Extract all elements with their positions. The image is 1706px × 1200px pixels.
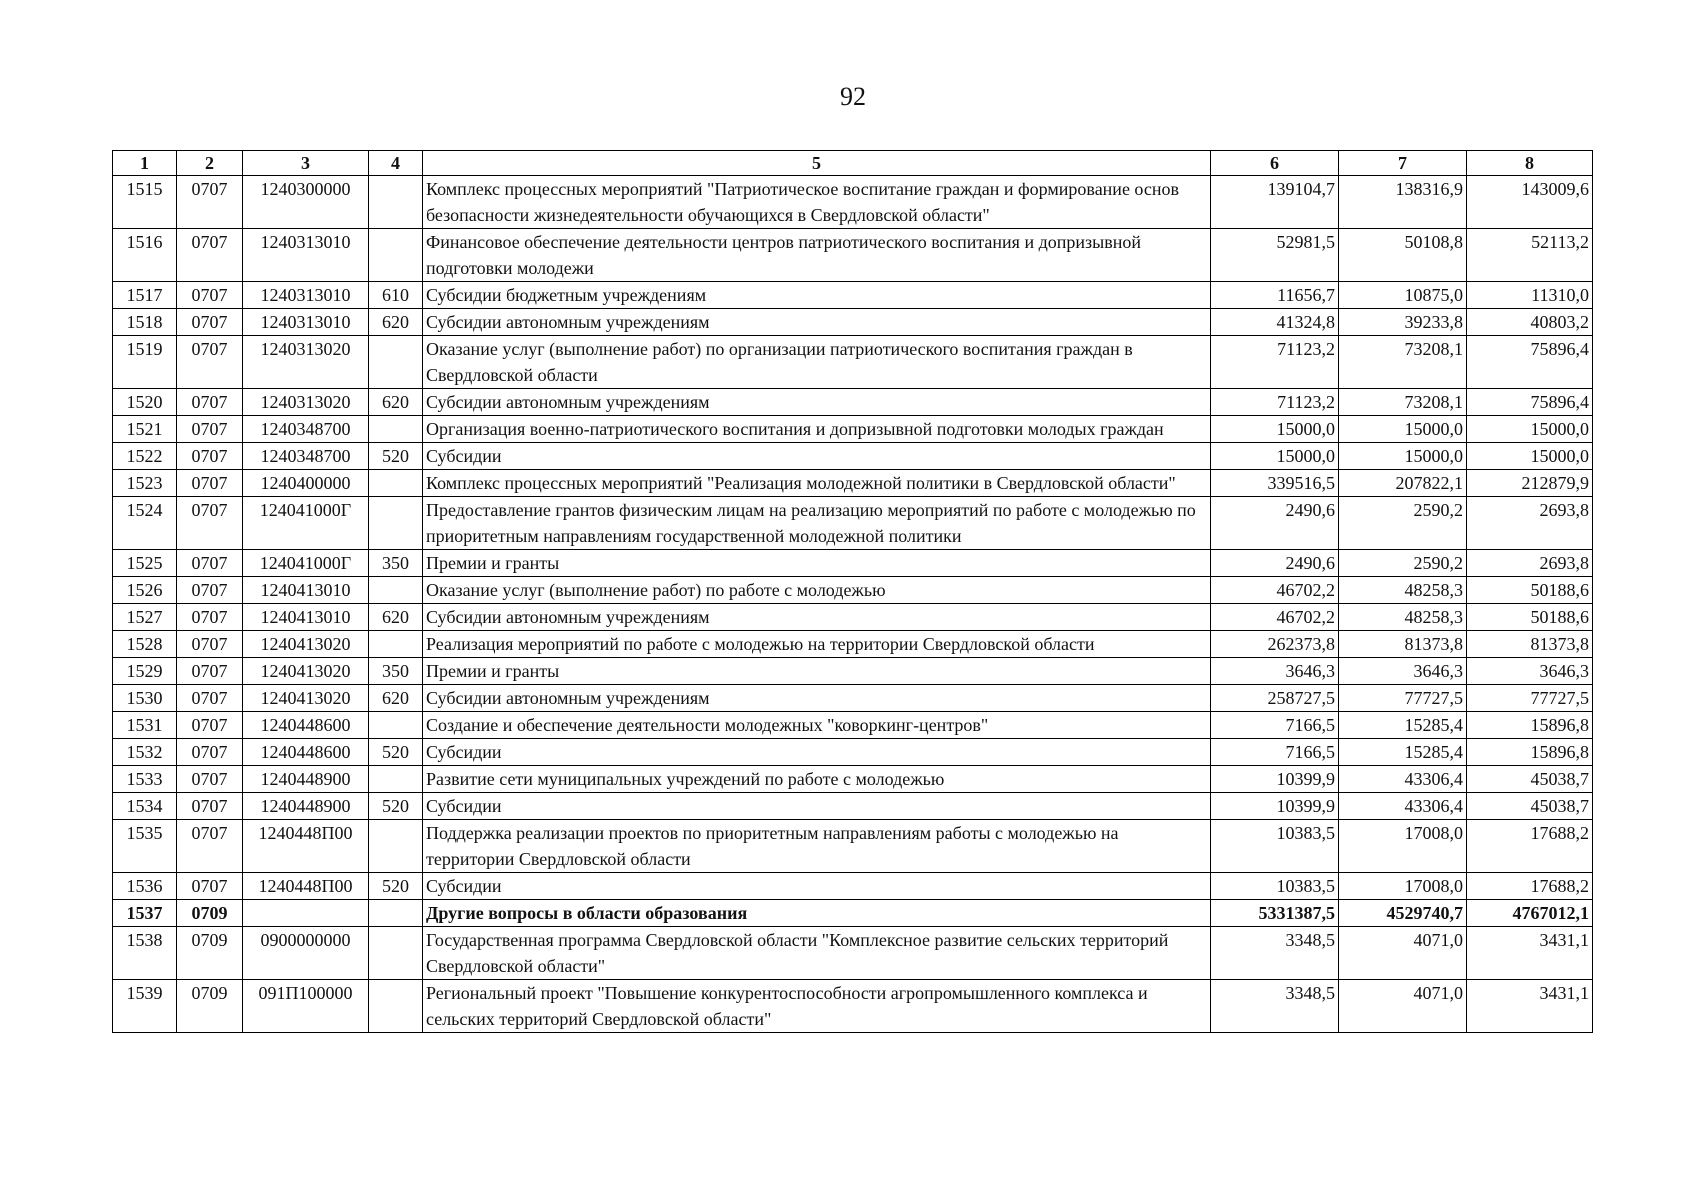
item-name-cell: Субсидии автономным учреждениям — [423, 389, 1211, 416]
expense-type-cell — [369, 470, 423, 497]
amount-col6-cell: 10399,9 — [1211, 793, 1339, 820]
amount-col7-cell: 43306,4 — [1339, 766, 1467, 793]
table-row — [113, 336, 1593, 389]
section-code-cell: 0707 — [177, 766, 243, 793]
amount-col7-cell: 17008,0 — [1339, 873, 1467, 900]
target-code-cell: 1240348700 — [243, 443, 369, 470]
amount-col8-cell: 3431,1 — [1467, 980, 1593, 1033]
target-code-cell: 1240413020 — [243, 631, 369, 658]
section-code-cell: 0707 — [177, 229, 243, 282]
item-name-cell: Премии и гранты — [423, 550, 1211, 577]
target-code-cell: 0900000000 — [243, 927, 369, 980]
row-number-cell: 1516 — [113, 229, 177, 282]
table-row — [113, 685, 1593, 712]
item-name-cell: Субсидии — [423, 739, 1211, 766]
amount-col6-cell: 41324,8 — [1211, 309, 1339, 336]
table-row — [113, 820, 1593, 873]
expense-type-cell — [369, 176, 423, 229]
table-row — [113, 550, 1593, 577]
table-row — [113, 873, 1593, 900]
amount-col8-cell: 143009,6 — [1467, 176, 1593, 229]
section-code-cell: 0707 — [177, 712, 243, 739]
section-code-cell: 0709 — [177, 900, 243, 927]
amount-col6-cell: 339516,5 — [1211, 470, 1339, 497]
amount-col6-cell: 52981,5 — [1211, 229, 1339, 282]
amount-col7-cell: 2590,2 — [1339, 550, 1467, 577]
header-cell: 5 — [423, 151, 1211, 176]
table-row — [113, 309, 1593, 336]
expense-type-cell — [369, 900, 423, 927]
target-code-cell: 1240300000 — [243, 176, 369, 229]
expense-type-cell — [369, 497, 423, 550]
amount-col6-cell: 262373,8 — [1211, 631, 1339, 658]
expense-type-cell: 610 — [369, 282, 423, 309]
table-row — [113, 658, 1593, 685]
amount-col6-cell: 71123,2 — [1211, 389, 1339, 416]
row-number-cell: 1515 — [113, 176, 177, 229]
amount-col7-cell: 15000,0 — [1339, 416, 1467, 443]
item-name-cell: Другие вопросы в области образования — [423, 900, 1211, 927]
section-code-cell: 0707 — [177, 873, 243, 900]
amount-col7-cell: 2590,2 — [1339, 497, 1467, 550]
amount-col7-cell: 48258,3 — [1339, 604, 1467, 631]
expense-type-cell — [369, 577, 423, 604]
table-row — [113, 389, 1593, 416]
amount-col7-cell: 43306,4 — [1339, 793, 1467, 820]
row-number-cell: 1519 — [113, 336, 177, 389]
table-row — [113, 470, 1593, 497]
item-name-cell: Субсидии бюджетным учреждениям — [423, 282, 1211, 309]
header-cell: 4 — [369, 151, 423, 176]
amount-col6-cell: 7166,5 — [1211, 739, 1339, 766]
amount-col8-cell: 75896,4 — [1467, 389, 1593, 416]
amount-col6-cell: 10383,5 — [1211, 873, 1339, 900]
expense-type-cell: 520 — [369, 739, 423, 766]
header-cell: 1 — [113, 151, 177, 176]
item-name-cell: Оказание услуг (выполнение работ) по работе с молодежью — [423, 577, 1211, 604]
section-code-cell: 0707 — [177, 820, 243, 873]
target-code-cell: 1240348700 — [243, 416, 369, 443]
target-code-cell: 1240400000 — [243, 470, 369, 497]
amount-col8-cell: 17688,2 — [1467, 820, 1593, 873]
row-number-cell: 1523 — [113, 470, 177, 497]
row-number-cell: 1531 — [113, 712, 177, 739]
item-name-cell: Субсидии автономным учреждениям — [423, 685, 1211, 712]
expense-type-cell — [369, 820, 423, 873]
amount-col8-cell: 15000,0 — [1467, 416, 1593, 443]
section-code-cell: 0707 — [177, 577, 243, 604]
row-number-cell: 1533 — [113, 766, 177, 793]
amount-col8-cell: 75896,4 — [1467, 336, 1593, 389]
row-number-cell: 1539 — [113, 980, 177, 1033]
section-code-cell: 0707 — [177, 550, 243, 577]
row-number-cell: 1537 — [113, 900, 177, 927]
row-number-cell: 1534 — [113, 793, 177, 820]
section-code-cell: 0709 — [177, 927, 243, 980]
section-code-cell: 0707 — [177, 470, 243, 497]
row-number-cell: 1521 — [113, 416, 177, 443]
row-number-cell: 1522 — [113, 443, 177, 470]
table-row — [113, 229, 1593, 282]
row-number-cell: 1525 — [113, 550, 177, 577]
amount-col6-cell: 139104,7 — [1211, 176, 1339, 229]
expense-type-cell: 520 — [369, 873, 423, 900]
row-number-cell: 1538 — [113, 927, 177, 980]
amount-col7-cell: 73208,1 — [1339, 389, 1467, 416]
table-body — [113, 176, 1593, 1033]
table-row — [113, 282, 1593, 309]
amount-col7-cell: 10875,0 — [1339, 282, 1467, 309]
amount-col8-cell: 50188,6 — [1467, 577, 1593, 604]
amount-col7-cell: 207822,1 — [1339, 470, 1467, 497]
expense-type-cell: 620 — [369, 309, 423, 336]
header-cell: 7 — [1339, 151, 1467, 176]
target-code-cell: 1240448900 — [243, 793, 369, 820]
section-code-cell: 0707 — [177, 658, 243, 685]
expense-type-cell: 520 — [369, 793, 423, 820]
target-code-cell — [243, 900, 369, 927]
target-code-cell: 124041000Г — [243, 550, 369, 577]
row-number-cell: 1518 — [113, 309, 177, 336]
target-code-cell: 1240448600 — [243, 712, 369, 739]
amount-col7-cell: 39233,8 — [1339, 309, 1467, 336]
amount-col8-cell: 52113,2 — [1467, 229, 1593, 282]
table-row — [113, 927, 1593, 980]
table-row — [113, 416, 1593, 443]
expense-type-cell — [369, 980, 423, 1033]
amount-col6-cell: 3348,5 — [1211, 927, 1339, 980]
item-name-cell: Субсидии автономным учреждениям — [423, 604, 1211, 631]
amount-col8-cell: 2693,8 — [1467, 550, 1593, 577]
row-number-cell: 1529 — [113, 658, 177, 685]
row-number-cell: 1532 — [113, 739, 177, 766]
item-name-cell: Поддержка реализации проектов по приоритетным направлениям работы с молодежью на территории Свердловской области — [423, 820, 1211, 873]
table-row — [113, 497, 1593, 550]
expense-type-cell: 350 — [369, 658, 423, 685]
item-name-cell: Государственная программа Свердловской области "Комплексное развитие сельских территорий Свердловской области" — [423, 927, 1211, 980]
amount-col8-cell: 15896,8 — [1467, 739, 1593, 766]
amount-col6-cell: 11656,7 — [1211, 282, 1339, 309]
amount-col8-cell: 4767012,1 — [1467, 900, 1593, 927]
table-row — [113, 604, 1593, 631]
amount-col6-cell: 46702,2 — [1211, 577, 1339, 604]
row-number-cell: 1530 — [113, 685, 177, 712]
header-cell: 8 — [1467, 151, 1593, 176]
item-name-cell: Создание и обеспечение деятельности молодежных "коворкинг-центров" — [423, 712, 1211, 739]
amount-col8-cell: 2693,8 — [1467, 497, 1593, 550]
row-number-cell: 1527 — [113, 604, 177, 631]
amount-col7-cell: 4071,0 — [1339, 980, 1467, 1033]
item-name-cell: Субсидии — [423, 793, 1211, 820]
expense-type-cell: 350 — [369, 550, 423, 577]
target-code-cell: 1240313010 — [243, 282, 369, 309]
amount-col6-cell: 7166,5 — [1211, 712, 1339, 739]
row-number-cell: 1536 — [113, 873, 177, 900]
section-code-cell: 0707 — [177, 176, 243, 229]
section-code-cell: 0707 — [177, 685, 243, 712]
amount-col8-cell: 40803,2 — [1467, 309, 1593, 336]
target-code-cell: 1240413010 — [243, 604, 369, 631]
amount-col6-cell: 258727,5 — [1211, 685, 1339, 712]
amount-col6-cell: 46702,2 — [1211, 604, 1339, 631]
row-number-cell: 1520 — [113, 389, 177, 416]
amount-col6-cell: 2490,6 — [1211, 550, 1339, 577]
amount-col7-cell: 15285,4 — [1339, 712, 1467, 739]
amount-col7-cell: 15285,4 — [1339, 739, 1467, 766]
target-code-cell: 1240413020 — [243, 685, 369, 712]
table-row — [113, 793, 1593, 820]
amount-col7-cell: 77727,5 — [1339, 685, 1467, 712]
expense-type-cell — [369, 336, 423, 389]
table-row — [113, 739, 1593, 766]
table-row — [113, 631, 1593, 658]
section-code-cell: 0709 — [177, 980, 243, 1033]
row-number-cell: 1517 — [113, 282, 177, 309]
target-code-cell: 1240448900 — [243, 766, 369, 793]
amount-col8-cell: 45038,7 — [1467, 766, 1593, 793]
section-code-cell: 0707 — [177, 739, 243, 766]
amount-col6-cell: 5331387,5 — [1211, 900, 1339, 927]
page-number: 92 — [840, 82, 866, 111]
item-name-cell: Организация военно-патриотического воспитания и допризывной подготовки молодых граждан — [423, 416, 1211, 443]
row-number-cell: 1526 — [113, 577, 177, 604]
amount-col7-cell: 138316,9 — [1339, 176, 1467, 229]
amount-col7-cell: 81373,8 — [1339, 631, 1467, 658]
section-code-cell: 0707 — [177, 336, 243, 389]
target-code-cell: 1240448П00 — [243, 873, 369, 900]
item-name-cell: Оказание услуг (выполнение работ) по организации патриотического воспитания граждан в Свердловской области — [423, 336, 1211, 389]
expense-type-cell: 520 — [369, 443, 423, 470]
amount-col7-cell: 3646,3 — [1339, 658, 1467, 685]
target-code-cell: 1240313020 — [243, 389, 369, 416]
amount-col8-cell: 45038,7 — [1467, 793, 1593, 820]
table-row — [113, 712, 1593, 739]
amount-col8-cell: 15896,8 — [1467, 712, 1593, 739]
item-name-cell: Финансовое обеспечение деятельности центров патриотического воспитания и допризывной подготовки молодежи — [423, 229, 1211, 282]
target-code-cell: 1240448600 — [243, 739, 369, 766]
section-code-cell: 0707 — [177, 282, 243, 309]
expense-type-cell: 620 — [369, 389, 423, 416]
amount-col7-cell: 4071,0 — [1339, 927, 1467, 980]
amount-col8-cell: 15000,0 — [1467, 443, 1593, 470]
table-row — [113, 980, 1593, 1033]
section-code-cell: 0707 — [177, 604, 243, 631]
amount-col8-cell: 11310,0 — [1467, 282, 1593, 309]
row-number-cell: 1524 — [113, 497, 177, 550]
amount-col8-cell: 3646,3 — [1467, 658, 1593, 685]
header-cell: 3 — [243, 151, 369, 176]
section-code-cell: 0707 — [177, 443, 243, 470]
section-code-cell: 0707 — [177, 416, 243, 443]
section-code-cell: 0707 — [177, 309, 243, 336]
amount-col6-cell: 3348,5 — [1211, 980, 1339, 1033]
target-code-cell: 091П100000 — [243, 980, 369, 1033]
amount-col7-cell: 4529740,7 — [1339, 900, 1467, 927]
amount-col7-cell: 17008,0 — [1339, 820, 1467, 873]
expense-type-cell — [369, 416, 423, 443]
target-code-cell: 124041000Г — [243, 497, 369, 550]
expense-type-cell — [369, 927, 423, 980]
section-code-cell: 0707 — [177, 389, 243, 416]
target-code-cell: 1240413020 — [243, 658, 369, 685]
item-name-cell: Субсидии — [423, 873, 1211, 900]
expense-type-cell — [369, 229, 423, 282]
amount-col8-cell: 3431,1 — [1467, 927, 1593, 980]
amount-col8-cell: 81373,8 — [1467, 631, 1593, 658]
amount-col6-cell: 10399,9 — [1211, 766, 1339, 793]
item-name-cell: Комплекс процессных мероприятий "Реализация молодежной политики в Свердловской области" — [423, 470, 1211, 497]
header-row — [113, 151, 1593, 176]
header-cell: 6 — [1211, 151, 1339, 176]
target-code-cell: 1240313020 — [243, 336, 369, 389]
expense-type-cell: 620 — [369, 685, 423, 712]
header-cell: 2 — [177, 151, 243, 176]
target-code-cell: 1240313010 — [243, 309, 369, 336]
item-name-cell: Субсидии автономным учреждениям — [423, 309, 1211, 336]
expense-type-cell: 620 — [369, 604, 423, 631]
target-code-cell: 1240313010 — [243, 229, 369, 282]
amount-col6-cell: 15000,0 — [1211, 416, 1339, 443]
section-code-cell: 0707 — [177, 497, 243, 550]
amount-col6-cell: 3646,3 — [1211, 658, 1339, 685]
table-row — [113, 577, 1593, 604]
amount-col7-cell: 50108,8 — [1339, 229, 1467, 282]
amount-col7-cell: 15000,0 — [1339, 443, 1467, 470]
item-name-cell: Субсидии — [423, 443, 1211, 470]
amount-col7-cell: 48258,3 — [1339, 577, 1467, 604]
amount-col7-cell: 73208,1 — [1339, 336, 1467, 389]
amount-col8-cell: 77727,5 — [1467, 685, 1593, 712]
amount-col6-cell: 71123,2 — [1211, 336, 1339, 389]
amount-col8-cell: 50188,6 — [1467, 604, 1593, 631]
section-code-cell: 0707 — [177, 793, 243, 820]
item-name-cell: Реализация мероприятий по работе с молодежью на территории Свердловской области — [423, 631, 1211, 658]
budget-table — [112, 150, 1593, 1033]
amount-col6-cell: 2490,6 — [1211, 497, 1339, 550]
table-row — [113, 766, 1593, 793]
table-row — [113, 443, 1593, 470]
item-name-cell: Развитие сети муниципальных учреждений по работе с молодежью — [423, 766, 1211, 793]
expense-type-cell — [369, 631, 423, 658]
amount-col6-cell: 15000,0 — [1211, 443, 1339, 470]
item-name-cell: Премии и гранты — [423, 658, 1211, 685]
target-code-cell: 1240413010 — [243, 577, 369, 604]
table-row — [113, 176, 1593, 229]
target-code-cell: 1240448П00 — [243, 820, 369, 873]
item-name-cell: Комплекс процессных мероприятий "Патриотическое воспитание граждан и формирование основ безопасности жизнедеятельности обучающихся в Свердловской области" — [423, 176, 1211, 229]
section-code-cell: 0707 — [177, 631, 243, 658]
item-name-cell: Предоставление грантов физическим лицам на реализацию мероприятий по работе с молодежью по приоритетным направлениям государственной молодежной политики — [423, 497, 1211, 550]
amount-col6-cell: 10383,5 — [1211, 820, 1339, 873]
row-number-cell: 1528 — [113, 631, 177, 658]
item-name-cell: Региональный проект "Повышение конкурентоспособности агропромышленного комплекса и сельских территорий Свердловской области" — [423, 980, 1211, 1033]
table-row — [113, 900, 1593, 927]
amount-col8-cell: 17688,2 — [1467, 873, 1593, 900]
expense-type-cell — [369, 766, 423, 793]
expense-type-cell — [369, 712, 423, 739]
amount-col8-cell: 212879,9 — [1467, 470, 1593, 497]
row-number-cell: 1535 — [113, 820, 177, 873]
